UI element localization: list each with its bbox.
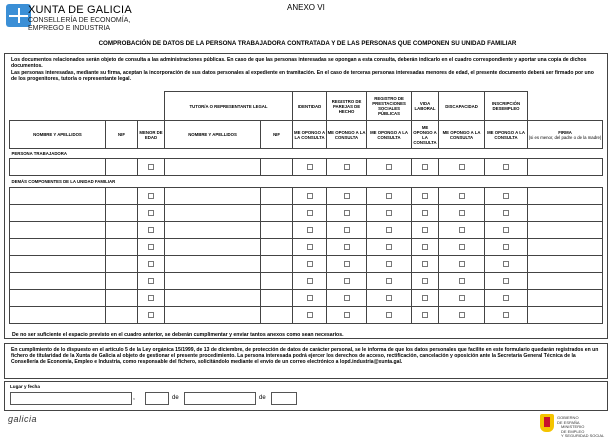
input-cell[interactable] <box>528 256 603 273</box>
input-cell[interactable] <box>165 307 261 324</box>
checkbox[interactable] <box>307 295 313 301</box>
input-cell[interactable] <box>10 290 106 307</box>
family-member-row <box>10 222 603 239</box>
input-cell[interactable] <box>165 256 261 273</box>
checkbox[interactable] <box>344 295 350 301</box>
checkbox-cell[interactable] <box>485 273 528 290</box>
checkbox[interactable] <box>344 261 350 267</box>
checkbox[interactable] <box>148 278 154 284</box>
checkbox-cell[interactable] <box>138 159 165 176</box>
checkbox-cell[interactable] <box>485 205 528 222</box>
family-member-row <box>10 307 603 324</box>
input-cell[interactable] <box>528 205 603 222</box>
family-table <box>9 91 603 324</box>
checkbox-cell[interactable] <box>485 307 528 324</box>
checkbox[interactable] <box>459 278 465 284</box>
ministry-line-1: MINISTERIO <box>561 424 585 429</box>
comma-separator: , <box>133 394 135 401</box>
input-cell[interactable] <box>10 307 106 324</box>
input-cell[interactable] <box>261 159 293 176</box>
checkbox-cell[interactable] <box>367 239 412 256</box>
checkbox-cell[interactable] <box>327 273 367 290</box>
checkbox-cell[interactable] <box>293 256 327 273</box>
spain-coat-of-arms-icon <box>540 414 554 432</box>
col-tutor-nif: NIF <box>261 121 293 149</box>
col-oppose-unemployment: ME OPONGO A LA CONSULTA <box>485 121 528 149</box>
checkbox-cell[interactable] <box>138 222 165 239</box>
checkbox-cell[interactable] <box>412 222 439 239</box>
input-cell[interactable] <box>528 273 603 290</box>
input-cell[interactable] <box>261 256 293 273</box>
place-date-label: Lugar y fecha <box>10 384 40 389</box>
checkbox-cell[interactable] <box>485 290 528 307</box>
signature-sub: (si es menor, del padre o de la madre) <box>528 134 602 140</box>
input-cell[interactable] <box>528 290 603 307</box>
checkbox-cell[interactable] <box>327 159 367 176</box>
checkbox[interactable] <box>503 312 509 318</box>
ministry-line-2: DE EMPLEO <box>561 428 585 434</box>
checkbox[interactable] <box>459 295 465 301</box>
checkbox-cell[interactable] <box>327 205 367 222</box>
input-cell[interactable] <box>165 159 261 176</box>
checkbox[interactable] <box>148 312 154 318</box>
family-member-row <box>10 290 603 307</box>
privacy-panel <box>4 343 608 379</box>
checkbox-cell[interactable] <box>293 290 327 307</box>
checkbox[interactable] <box>459 227 465 233</box>
checkbox-cell[interactable] <box>327 307 367 324</box>
checkbox-cell[interactable] <box>367 222 412 239</box>
doc-header-benefits: REGISTRO DE PRESTACIONES SOCIALES PÚBLICAS <box>367 92 412 121</box>
input-cell[interactable] <box>261 290 293 307</box>
tutor-group-header: TUTOR/A O REPRESENTANTE LEGAL <box>165 92 293 121</box>
checkbox[interactable] <box>307 312 313 318</box>
checkbox-cell[interactable] <box>327 290 367 307</box>
checkbox[interactable] <box>422 278 428 284</box>
checkbox[interactable] <box>344 278 350 284</box>
doc-header-disability: DISCAPACIDAD <box>439 92 485 121</box>
checkbox-cell[interactable] <box>439 273 485 290</box>
checkbox[interactable] <box>148 227 154 233</box>
input-cell[interactable] <box>165 222 261 239</box>
input-cell[interactable] <box>10 159 106 176</box>
input-cell[interactable] <box>106 273 138 290</box>
checkbox-cell[interactable] <box>327 239 367 256</box>
checkbox[interactable] <box>422 295 428 301</box>
input-cell[interactable] <box>106 290 138 307</box>
checkbox[interactable] <box>503 295 509 301</box>
signature-label: FIRMA <box>558 129 572 135</box>
checkbox-cell[interactable] <box>367 290 412 307</box>
checkbox[interactable] <box>386 193 392 199</box>
input-cell[interactable] <box>528 188 603 205</box>
input-cell[interactable] <box>261 239 293 256</box>
checkbox[interactable] <box>422 261 428 267</box>
col-name: NOMBRE Y APELLIDOS <box>10 121 106 149</box>
checkbox[interactable] <box>307 210 313 216</box>
checkbox[interactable] <box>459 193 465 199</box>
checkbox[interactable] <box>344 227 350 233</box>
checkbox-cell[interactable] <box>439 205 485 222</box>
checkbox[interactable] <box>422 244 428 250</box>
checkbox[interactable] <box>459 312 465 318</box>
col-signature <box>528 121 603 149</box>
input-cell[interactable] <box>106 222 138 239</box>
checkbox[interactable] <box>307 193 313 199</box>
checkbox-cell[interactable] <box>138 256 165 273</box>
checkbox-cell[interactable] <box>138 205 165 222</box>
checkbox[interactable] <box>344 193 350 199</box>
checkbox-cell[interactable] <box>485 188 528 205</box>
checkbox-cell[interactable] <box>412 290 439 307</box>
checkbox-cell[interactable] <box>138 273 165 290</box>
checkbox[interactable] <box>422 227 428 233</box>
place-input[interactable] <box>10 392 132 405</box>
checkbox-cell[interactable] <box>439 222 485 239</box>
checkbox[interactable] <box>503 261 509 267</box>
year-input[interactable] <box>271 392 297 405</box>
checkbox-cell[interactable] <box>439 307 485 324</box>
checkbox-cell[interactable] <box>138 290 165 307</box>
checkbox[interactable] <box>386 312 392 318</box>
col-nif: NIF <box>106 121 138 149</box>
checkbox[interactable] <box>344 244 350 250</box>
de-separator-1: de <box>172 395 179 401</box>
checkbox-cell[interactable] <box>138 188 165 205</box>
col-oppose-identity: ME OPONGO A LA CONSULTA <box>293 121 327 149</box>
checkbox[interactable] <box>386 261 392 267</box>
input-cell[interactable] <box>261 222 293 239</box>
section-family: DEMÁS COMPONENTES DE LA UNIDAD FAMILIAR <box>10 176 603 188</box>
checkbox[interactable] <box>307 164 313 170</box>
input-cell[interactable] <box>106 307 138 324</box>
checkbox[interactable] <box>307 278 313 284</box>
checkbox[interactable] <box>148 210 154 216</box>
org-line-2: EMPREGO E INDUSTRIA <box>28 25 111 32</box>
checkbox-cell[interactable] <box>367 256 412 273</box>
checkbox[interactable] <box>422 164 428 170</box>
intro-paragraph-2: Las personas interesadas, mediante su firma, aceptan la incorporación de sus datos personales al expediente en tramitación. En el caso de terceras personas interesadas menores de edad, el presente documento deberá ser firmado por uno de los progenitores, tutor/a o representante legal. <box>11 70 594 83</box>
input-cell[interactable] <box>106 159 138 176</box>
checkbox-cell[interactable] <box>293 205 327 222</box>
col-oppose-benefits: ME OPONGO A LA CONSULTA <box>367 121 412 149</box>
checkbox-cell[interactable] <box>293 239 327 256</box>
annex-label: ANEXO VI <box>287 3 325 12</box>
checkbox-cell[interactable] <box>367 205 412 222</box>
checkbox-cell[interactable] <box>327 256 367 273</box>
checkbox[interactable] <box>422 193 428 199</box>
doc-header-work-life: VIDA LABORAL <box>412 92 439 121</box>
checkbox[interactable] <box>148 244 154 250</box>
col-minor: MENOR DE EDAD <box>138 121 165 149</box>
family-member-row <box>10 273 603 290</box>
brand-name: XUNTA DE GALICIA <box>28 4 132 16</box>
checkbox-cell[interactable] <box>485 256 528 273</box>
input-cell[interactable] <box>10 273 106 290</box>
checkbox-cell[interactable] <box>138 307 165 324</box>
checkbox[interactable] <box>503 193 509 199</box>
col-tutor-name: NOMBRE Y APELLIDOS <box>165 121 261 149</box>
input-cell[interactable] <box>261 188 293 205</box>
input-cell[interactable] <box>165 290 261 307</box>
intro-paragraph-1: Los documentos relacionados serán objeto de consulta a las administraciones públicas. En caso de que las personas interesadas se opongan a esta consulta, deberán indicarlo en el cuadro correspondiente y aportar una copia de dichos documentos. <box>11 57 587 70</box>
day-input[interactable] <box>145 392 169 405</box>
checkbox-cell[interactable] <box>439 290 485 307</box>
checkbox-cell[interactable] <box>485 222 528 239</box>
checkbox[interactable] <box>386 244 392 250</box>
checkbox-cell[interactable] <box>412 256 439 273</box>
checkbox[interactable] <box>386 295 392 301</box>
checkbox[interactable] <box>344 164 350 170</box>
input-cell[interactable] <box>165 188 261 205</box>
checkbox[interactable] <box>386 164 392 170</box>
org-line-1: CONSELLERÍA DE ECONOMÍA, <box>28 17 131 24</box>
input-cell[interactable] <box>165 239 261 256</box>
checkbox-cell[interactable] <box>327 222 367 239</box>
checkbox[interactable] <box>148 193 154 199</box>
checkbox-cell[interactable] <box>367 307 412 324</box>
checkbox-cell[interactable] <box>439 159 485 176</box>
family-member-row <box>10 205 603 222</box>
checkbox-cell[interactable] <box>412 239 439 256</box>
checkbox[interactable] <box>503 244 509 250</box>
gobierno-logo-text <box>557 416 615 439</box>
checkbox[interactable] <box>459 261 465 267</box>
checkbox[interactable] <box>307 227 313 233</box>
checkbox-cell[interactable] <box>439 188 485 205</box>
checkbox-cell[interactable] <box>293 273 327 290</box>
input-cell[interactable] <box>528 307 603 324</box>
col-oppose-work-life: ME OPONGO A LA CONSULTA <box>412 121 439 149</box>
section-worker: PERSONA TRABAJADORA <box>10 149 603 159</box>
checkbox[interactable] <box>307 261 313 267</box>
page-title: COMPROBACIÓN DE DATOS DE LA PERSONA TRABAJADORA CONTRATADA Y DE LAS PERSONAS QUE COMPONEN SU UNIDAD FAMILIAR <box>98 40 517 47</box>
input-cell[interactable] <box>261 273 293 290</box>
input-cell[interactable] <box>106 239 138 256</box>
checkbox[interactable] <box>344 210 350 216</box>
col-oppose-disability: ME OPONGO A LA CONSULTA <box>439 121 485 149</box>
family-member-row <box>10 239 603 256</box>
consellería-name <box>28 17 130 33</box>
privacy-text: En cumplimiento de lo dispuesto en el artículo 5 de la Ley orgánica 15/1999, de 13 de diciembre, de protección de datos de carácter personal, se le informa de que los datos personales que facilite en este formulario quedarán registrados en un fichero de titularidad de la Xunta de Galicia al objeto de gestionar el presente procedimiento. La persona interesada podrá ejercer los derechos de acceso, rectificación, cancelación y oposición ante la Secretaría General Técnica de la Consellería de Economía, Empleo e Industria, como responsable del fichero, solicitándolo mediante el envío de un correo electrónico a lopd.industria@xunta.gal. <box>11 347 599 366</box>
checkbox[interactable] <box>459 210 465 216</box>
note-text: De no ser suficiente el espacio previsto en el cuadro anterior, se deberán cumplimentar y enviar tantos anexos como sean necesarios. <box>12 332 344 338</box>
checkbox-cell[interactable] <box>367 159 412 176</box>
doc-header-unemployment: INSCRIPCIÓN DESEMPLEO <box>485 92 528 121</box>
col-oppose-couples: ME OPONGO A LA CONSULTA <box>327 121 367 149</box>
input-cell[interactable] <box>10 188 106 205</box>
input-cell[interactable] <box>106 205 138 222</box>
checkbox-cell[interactable] <box>412 188 439 205</box>
checkbox[interactable] <box>459 164 465 170</box>
checkbox[interactable] <box>422 312 428 318</box>
checkbox-cell[interactable] <box>293 307 327 324</box>
checkbox-cell[interactable] <box>412 159 439 176</box>
checkbox[interactable] <box>503 227 509 233</box>
de-separator-2: de <box>259 395 266 401</box>
input-cell[interactable] <box>10 256 106 273</box>
checkbox-cell[interactable] <box>412 273 439 290</box>
doc-header-couples: REGISTRO DE PAREJAS DE HECHO <box>327 92 367 121</box>
family-member-row <box>10 256 603 273</box>
checkbox-cell[interactable] <box>367 273 412 290</box>
checkbox-cell[interactable] <box>485 239 528 256</box>
checkbox-cell[interactable] <box>293 188 327 205</box>
input-cell[interactable] <box>528 222 603 239</box>
checkbox-cell[interactable] <box>439 256 485 273</box>
input-cell[interactable] <box>528 239 603 256</box>
checkbox-cell[interactable] <box>412 205 439 222</box>
input-cell[interactable] <box>165 205 261 222</box>
checkbox-cell[interactable] <box>485 159 528 176</box>
ministry-line-3: Y SEGURIDAD SOCIAL <box>561 433 605 438</box>
input-cell[interactable] <box>165 273 261 290</box>
input-cell[interactable] <box>10 205 106 222</box>
checkbox-cell[interactable] <box>439 239 485 256</box>
worker-row <box>10 159 603 176</box>
month-input[interactable] <box>184 392 256 405</box>
checkbox[interactable] <box>344 312 350 318</box>
input-cell[interactable] <box>106 256 138 273</box>
checkbox[interactable] <box>148 164 154 170</box>
checkbox[interactable] <box>503 278 509 284</box>
input-cell[interactable] <box>10 222 106 239</box>
checkbox[interactable] <box>307 244 313 250</box>
input-cell[interactable] <box>10 239 106 256</box>
checkbox-cell[interactable] <box>293 222 327 239</box>
galicia-logo: galicia <box>8 414 38 424</box>
input-cell[interactable] <box>261 307 293 324</box>
checkbox-cell[interactable] <box>367 188 412 205</box>
checkbox[interactable] <box>386 278 392 284</box>
checkbox-cell[interactable] <box>412 307 439 324</box>
checkbox-cell[interactable] <box>293 159 327 176</box>
checkbox[interactable] <box>148 261 154 267</box>
doc-header-identity: IDENTIDAD <box>293 92 327 121</box>
checkbox[interactable] <box>386 227 392 233</box>
gob-line-1: GOBIERNO <box>557 415 579 420</box>
checkbox[interactable] <box>148 295 154 301</box>
checkbox-cell[interactable] <box>327 188 367 205</box>
checkbox[interactable] <box>422 210 428 216</box>
input-cell[interactable] <box>528 159 603 176</box>
checkbox[interactable] <box>503 164 509 170</box>
checkbox-cell[interactable] <box>138 239 165 256</box>
checkbox[interactable] <box>386 210 392 216</box>
family-member-row <box>10 188 603 205</box>
input-cell[interactable] <box>261 205 293 222</box>
gob-line-2: DE ESPAÑA <box>557 419 580 425</box>
checkbox[interactable] <box>459 244 465 250</box>
input-cell[interactable] <box>106 188 138 205</box>
checkbox[interactable] <box>503 210 509 216</box>
